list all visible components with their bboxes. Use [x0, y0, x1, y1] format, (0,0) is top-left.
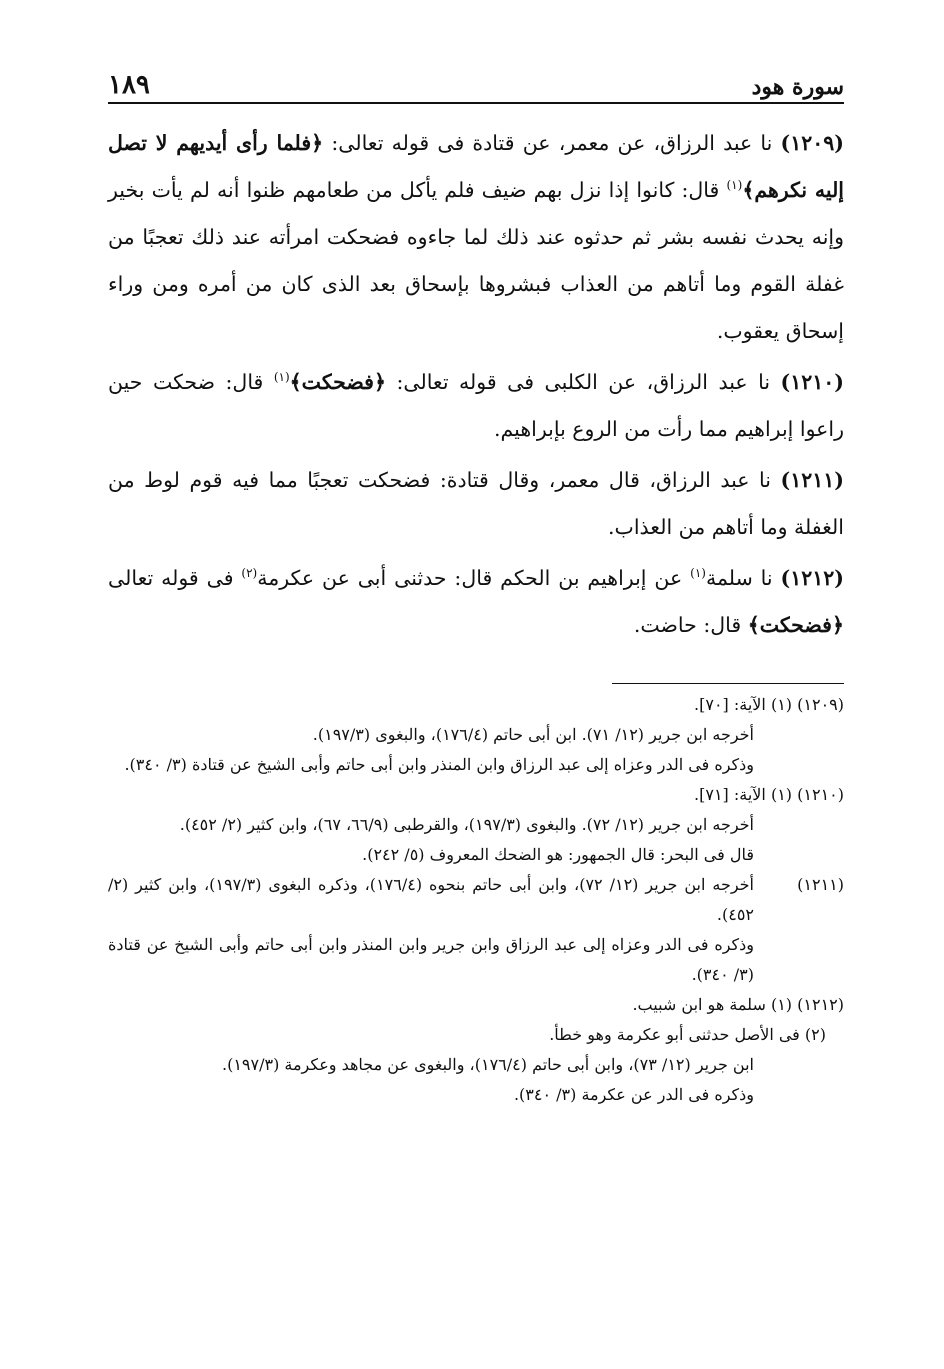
footnote-line: وذكره فى الدر عن عكرمة (٣/ ٣٤٠). [513, 1085, 754, 1104]
book-page [108, 62, 844, 1329]
entry-mid2: فى قوله تعالى [108, 566, 242, 590]
entry-intro: نا سلمة [705, 566, 781, 590]
entry-body: قال: حاضت. [633, 613, 748, 637]
footnote-line: أخرجه ابن جرير (١٢/ ٧٢). والبغوى (١٩٧/٣)، والقرطبى (٦٦/٩، ٦٧)، وابن كثير (٢/ ٤٥٢). [179, 815, 754, 834]
entry-1209 [108, 120, 844, 355]
footnote-1209 [108, 690, 844, 780]
quran-verse: ﴿فضحكت﴾ [289, 370, 386, 394]
entry-number: (١٢١٠) [780, 370, 844, 394]
footnote-line: وذكره فى الدر وعزاه إلى عبد الرزاق وابن المنذر وابن أبى حاتم وأبى الشيخ عن قتادة (٣/ ٣٤٠). [124, 755, 754, 774]
footnote-head: (١٢١٠) (١) الآية: [٧١]. [694, 785, 844, 804]
entry-intro: نا عبد الرزاق، عن معمر، عن قتادة فى قوله تعالى: [323, 131, 781, 155]
footnote-line: أخرجه ابن جرير (١٢/ ٧٢)، وابن أبى حاتم بنحوه (١٧٦/٤)، وذكره البغوى (١٩٧/٣)، وابن كثير (٢/ ٤٥٢). [108, 875, 755, 924]
entry-1211 [108, 457, 844, 551]
entry-1210 [108, 359, 844, 453]
footnotes [108, 690, 844, 1110]
entry-body: قال: ضحكت حين راعوا إبراهيم مما رأت من الروع بإبراهيم. [108, 370, 844, 441]
quran-verse: ﴿فضحكت﴾ [747, 613, 844, 637]
entry-number: (١٢٠٩) [780, 131, 844, 155]
entry-intro: نا عبد الرزاق، قال معمر، وقال قتادة: فضحكت تعجبًا مما فيه قوم لوط من الغفلة وما أتاهم من العذاب. [108, 468, 844, 539]
footnote-ref: (١) [690, 566, 706, 581]
entry-body: قال: كانوا إذا نزل بهم ضيف فلم يأكل من طعامهم ظنوا أنه لم يأت بخير وإنه يحدث نفسه بشر ثم حدثوه عند ذلك لما جاءوه فضحكت امرأته عند ذلك تعجبًا من غفلة القوم وما أتاهم من العذاب فبشروها بإسحاق بعد الذى كان من أمره ومن وراء إسحاق يعقوب. [108, 178, 844, 343]
footnote-ref: (٢) [241, 566, 258, 581]
footnote-1212 [108, 990, 844, 1110]
footnote-ref: (١) [726, 178, 743, 193]
footnote-number: (١٢١١) [797, 875, 844, 894]
entry-number: (١٢١١) [780, 468, 844, 492]
footnote-line: أخرجه ابن جرير (١٢/ ٧١). ابن أبى حاتم (١٧٦/٤)، والبغوى (١٩٧/٣). [312, 725, 754, 744]
entry-mid: عن إبراهيم بن الحكم قال: حدثنى أبى عن عكرمة [257, 566, 691, 590]
footnote-head: (١٢٠٩) (١) الآية: [٧٠]. [694, 695, 844, 714]
footnote-ref: (١) [273, 370, 290, 385]
footnote-divider [612, 683, 844, 684]
footnote-line: (٢) فى الأصل حدثنى أبو عكرمة وهو خطأ. [549, 1025, 826, 1044]
quran-verse: ﴿فلما رأى أيديهم لا تصل إليه نكرهم﴾ [108, 131, 845, 202]
surah-title: سورة هود [751, 74, 844, 100]
entry-intro: نا عبد الرزاق، عن الكلبى فى قوله تعالى: [385, 370, 781, 394]
footnote-row [108, 870, 844, 990]
footnote-body [108, 870, 754, 990]
footnote-line: وذكره فى الدر وعزاه إلى عبد الرزاق وابن جرير وابن المنذر وابن أبى حاتم وأبى الشيخ عن قتادة (٣/ ٣٤٠). [108, 935, 755, 984]
footnote-head: (١٢١٢) (١) سلمة هو ابن شبيب. [632, 995, 844, 1014]
running-header [108, 62, 844, 104]
main-text [108, 120, 844, 649]
entry-1212 [108, 555, 844, 649]
footnote-line: ابن جرير (١٢/ ٧٣)، وابن أبى حاتم (١٧٦/٤)، والبغوى عن مجاهد وعكرمة (١٩٧/٣). [221, 1055, 754, 1074]
entry-number: (١٢١٢) [780, 566, 844, 590]
footnote-1211 [108, 870, 844, 990]
page-number: ١٨٩ [108, 70, 150, 100]
footnote-1210 [108, 780, 844, 870]
footnote-line: قال فى البحر: قال الجمهور: هو الضحك المعروف (٥/ ٢٤٢). [362, 845, 754, 864]
